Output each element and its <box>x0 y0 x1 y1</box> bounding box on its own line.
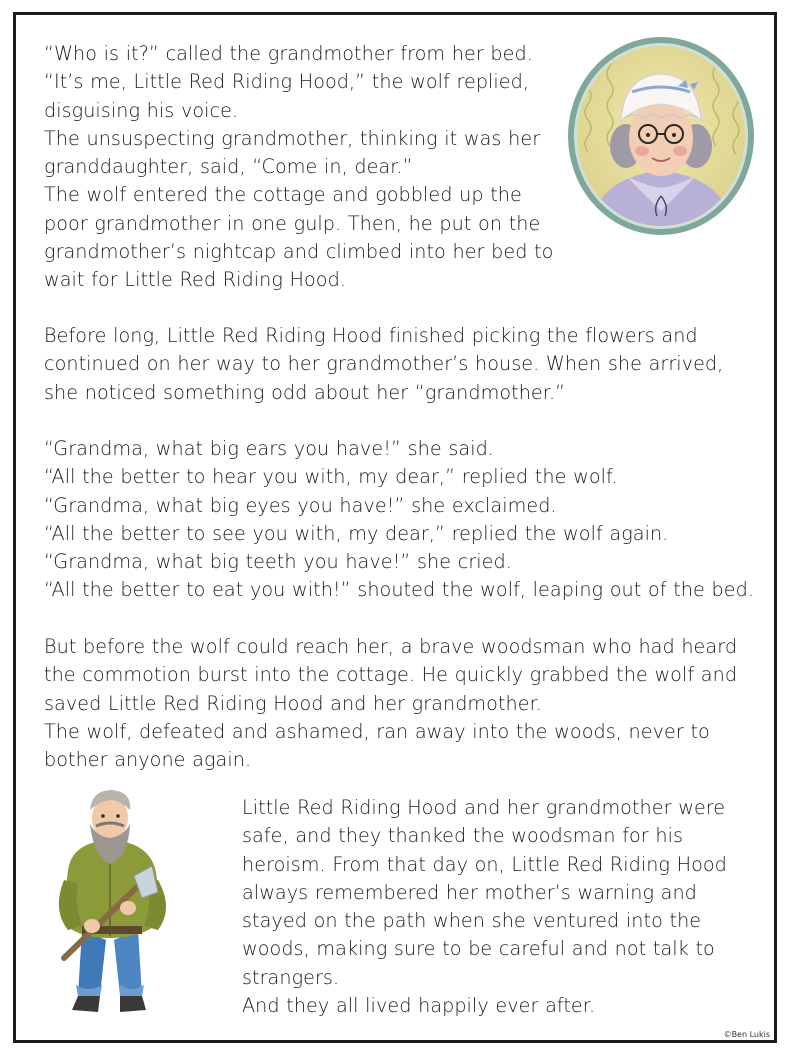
story-line: Before long, Little Red Riding Hood finished picking the flowers and <box>44 324 698 347</box>
paragraph-dialogue <box>44 435 754 605</box>
story-line: continued on her way to her grandmother’s house. When she arrived, <box>44 352 724 376</box>
copyright-credit: ©Ben Lukis <box>723 1030 770 1039</box>
paragraph-grandmother-door <box>44 40 553 295</box>
story-line: poor grandmother in one gulp. Then, he put on the <box>44 211 541 235</box>
story-line: stayed on the path when she ventured into the <box>242 909 702 933</box>
paragraph-woodsman-rescue <box>44 633 737 774</box>
paragraph-arrival <box>44 322 723 407</box>
story-line: “All the better to eat you with!” shouted the wolf, leaping out of the bed. <box>44 578 754 602</box>
grandmother-portrait-illustration <box>566 36 756 236</box>
story-line: wait for Little Red Riding Hood. <box>44 268 346 292</box>
story-line: always remembered her mother’s warning and <box>242 880 697 904</box>
story-line: The wolf entered the cottage and gobbled up the <box>44 183 522 207</box>
story-line: granddaughter, said, “Come in, dear.” <box>44 155 413 179</box>
story-line: But before the wolf could reach her, a brave woodsman who had heard <box>44 635 738 658</box>
story-line: “Who is it?” called the grandmother from her bed. <box>44 42 533 65</box>
woodsman-illustration <box>34 780 194 1030</box>
story-line: she noticed something odd about her “grandmother.” <box>44 380 566 404</box>
story-line: saved Little Red Riding Hood and her grandmother. <box>44 691 542 715</box>
story-line: Little Red Riding Hood and her grandmother were <box>242 796 726 819</box>
story-line: “Grandma, what big eyes you have!” she exclaimed. <box>44 493 557 517</box>
story-line: “All the better to see you with, my dear,” replied the wolf again. <box>44 521 669 545</box>
story-line: “Grandma, what big ears you have!” she said. <box>44 437 494 460</box>
story-line: the commotion burst into the cottage. He quickly grabbed the wolf and <box>44 663 738 687</box>
story-line: “All the better to hear you with, my dear,” replied the wolf. <box>44 465 618 489</box>
story-line: The wolf, defeated and ashamed, ran away into the woods, never to <box>44 719 710 743</box>
story-line: bother anyone again. <box>44 748 252 772</box>
story-line: heroism. From that day on, Little Red Riding Hood <box>242 852 727 876</box>
story-line: disguising his voice. <box>44 98 239 122</box>
story-line: The unsuspecting grandmother, thinking it was her <box>44 126 541 150</box>
story-line: safe, and they thanked the woodsman for his <box>242 824 684 848</box>
story-line: strangers. <box>242 965 340 989</box>
story-line: And they all lived happily ever after. <box>242 994 596 1018</box>
paragraph-ending <box>242 794 727 1020</box>
story-line: “It’s me, Little Red Riding Hood,” the wolf replied, <box>44 70 530 94</box>
story-line: grandmother’s nightcap and climbed into her bed to <box>44 240 554 264</box>
story-line: “Grandma, what big teeth you have!” she cried. <box>44 550 512 574</box>
story-line: woods, making sure to be careful and not talk to <box>242 937 715 961</box>
